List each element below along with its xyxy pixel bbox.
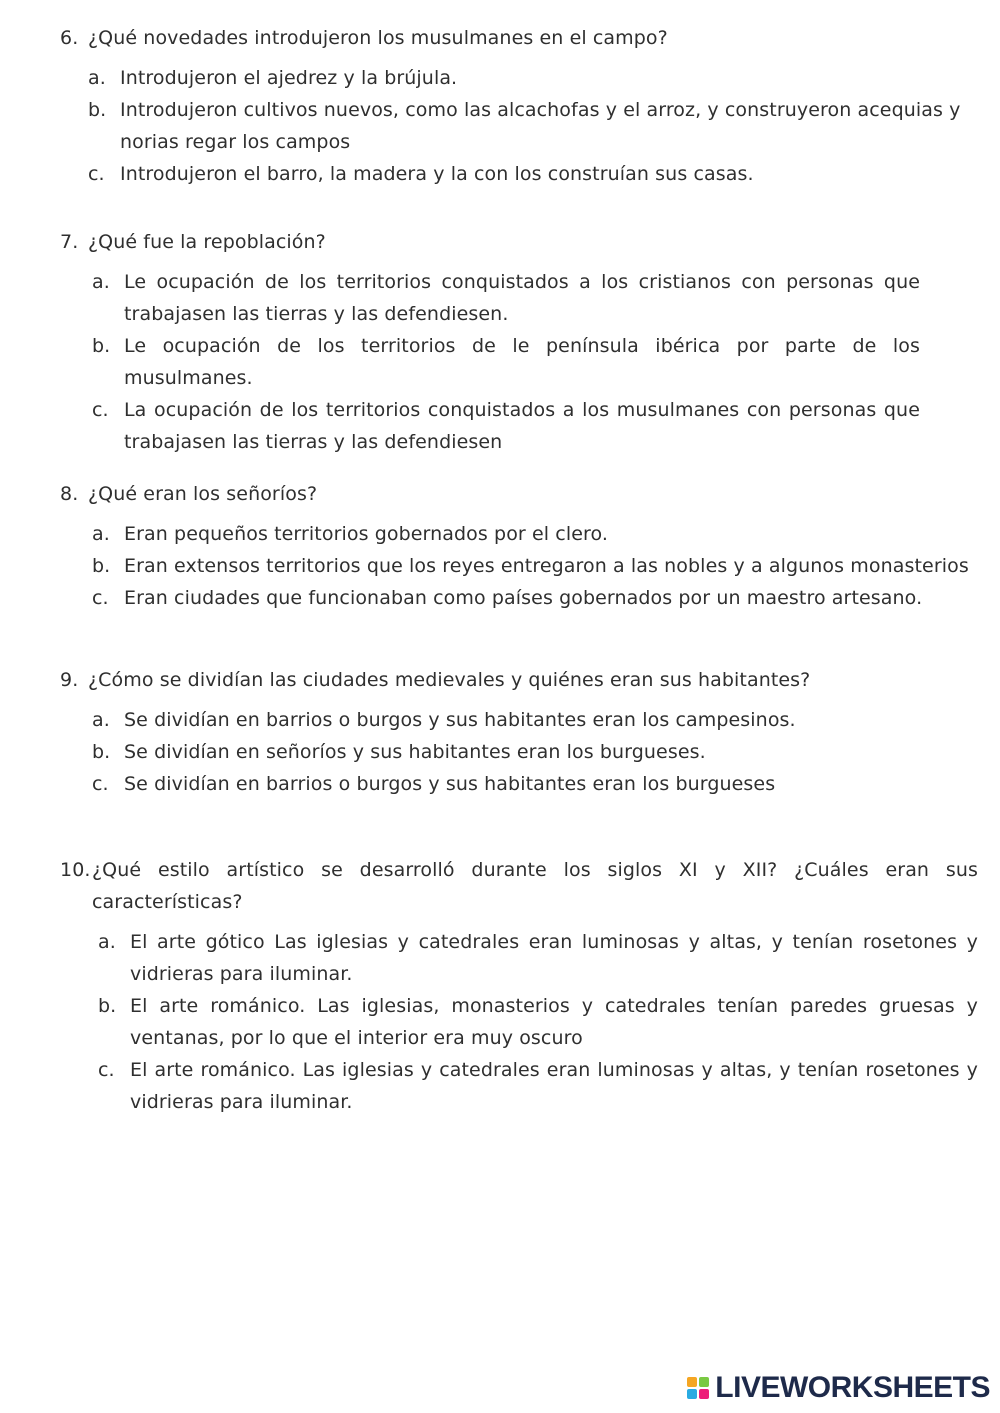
logo-square-icon xyxy=(699,1389,709,1399)
answer-option-a[interactable] xyxy=(92,266,920,330)
option-text: Le ocupación de los territorios conquistados a los cristianos con personas que trabajasen las tierras y las defendiesen. xyxy=(124,271,920,325)
answer-option-a[interactable] xyxy=(88,62,980,94)
answer-option-c[interactable] xyxy=(98,1054,978,1118)
option-letter: b. xyxy=(92,335,111,357)
question-text: ¿Qué estilo artístico se desarrolló durante los siglos XI y XII? ¿Cuáles eran sus características? xyxy=(92,859,978,913)
option-letter: a. xyxy=(98,931,116,953)
logo-square-icon xyxy=(687,1377,697,1387)
logo-square-icon xyxy=(687,1389,697,1399)
option-letter: b. xyxy=(92,741,111,763)
option-letter: c. xyxy=(92,587,109,609)
logo-square-icon xyxy=(699,1377,709,1387)
option-text: El arte románico. Las iglesias, monasterios y catedrales tenían paredes gruesas y ventanas, por lo que el interior era muy oscuro xyxy=(130,995,978,1049)
answer-option-b[interactable] xyxy=(92,736,980,768)
option-text: Eran pequeños territorios gobernados por el clero. xyxy=(124,523,609,545)
answer-option-c[interactable] xyxy=(92,582,980,614)
answer-options xyxy=(98,926,978,1118)
question-number: 9. xyxy=(60,669,79,691)
answer-option-a[interactable] xyxy=(92,518,980,550)
option-text: El arte románico. Las iglesias y catedrales eran luminosas y altas, y tenían rosetones y vidrieras para iluminar. xyxy=(130,1059,978,1113)
answer-option-c[interactable] xyxy=(88,158,980,190)
option-letter: c. xyxy=(88,163,105,185)
logo-text: LIVEWORKSHEETS xyxy=(715,1371,990,1404)
answer-option-b[interactable] xyxy=(88,94,980,158)
question-6 xyxy=(60,22,980,190)
answer-option-c[interactable] xyxy=(92,394,920,458)
question-number: 6. xyxy=(60,27,79,49)
question-10 xyxy=(60,854,978,1118)
answer-option-a[interactable] xyxy=(92,704,980,736)
option-letter: b. xyxy=(88,99,107,121)
option-text: El arte gótico Las iglesias y catedrales eran luminosas y altas, y tenían rosetones y vidrieras para iluminar. xyxy=(130,931,978,985)
option-text: Se dividían en barrios o burgos y sus habitantes eran los campesinos. xyxy=(124,709,796,731)
option-text: Introdujeron el barro, la madera y la con los construían sus casas. xyxy=(120,163,754,185)
answer-options xyxy=(92,518,980,614)
option-letter: a. xyxy=(88,67,106,89)
question-9 xyxy=(60,664,980,800)
option-text: Le ocupación de los territorios de le península ibérica por parte de los musulmanes. xyxy=(124,335,920,389)
question-header xyxy=(60,854,978,918)
answer-option-b[interactable] xyxy=(98,990,978,1054)
question-number: 8. xyxy=(60,483,79,505)
option-text: Se dividían en señoríos y sus habitantes eran los burgueses. xyxy=(124,741,706,763)
question-text: ¿Qué fue la repoblación? xyxy=(88,231,326,253)
question-7 xyxy=(60,226,920,458)
liveworksheets-logo[interactable] xyxy=(687,1371,990,1405)
option-letter: b. xyxy=(98,995,117,1017)
answer-options xyxy=(92,266,920,458)
answer-options xyxy=(88,62,980,190)
option-text: Eran extensos territorios que los reyes entregaron a las nobles y a algunos monasterios xyxy=(124,555,969,577)
option-text: Introdujeron cultivos nuevos, como las alcachofas y el arroz, y construyeron acequias y norias regar los campos xyxy=(120,99,961,153)
option-letter: c. xyxy=(92,399,109,421)
question-8 xyxy=(60,478,980,614)
answer-option-c[interactable] xyxy=(92,768,980,800)
question-text: ¿Qué eran los señoríos? xyxy=(88,483,318,505)
answer-option-b[interactable] xyxy=(92,550,980,582)
answer-option-a[interactable] xyxy=(98,926,978,990)
option-letter: c. xyxy=(98,1059,115,1081)
question-text: ¿Cómo se dividían las ciudades medievales y quiénes eran sus habitantes? xyxy=(88,669,811,691)
option-letter: a. xyxy=(92,709,110,731)
option-letter: a. xyxy=(92,523,110,545)
question-header xyxy=(60,22,980,54)
question-header xyxy=(60,664,980,696)
option-letter: b. xyxy=(92,555,111,577)
question-header xyxy=(60,478,980,510)
option-letter: c. xyxy=(92,773,109,795)
option-text: Eran ciudades que funcionaban como países gobernados por un maestro artesano. xyxy=(124,587,923,609)
liveworksheets-logo-icon xyxy=(687,1377,709,1399)
option-text: La ocupación de los territorios conquistados a los musulmanes con personas que trabajasen las tierras y las defendiesen xyxy=(124,399,920,453)
option-text: Se dividían en barrios o burgos y sus habitantes eran los burgueses xyxy=(124,773,776,795)
question-header xyxy=(60,226,920,258)
option-letter: a. xyxy=(92,271,110,293)
answer-options xyxy=(92,704,980,800)
answer-option-b[interactable] xyxy=(92,330,920,394)
option-text: Introdujeron el ajedrez y la brújula. xyxy=(120,67,458,89)
question-text: ¿Qué novedades introdujeron los musulmanes en el campo? xyxy=(88,27,668,49)
question-number: 7. xyxy=(60,231,79,253)
question-number: 10. xyxy=(60,859,91,881)
